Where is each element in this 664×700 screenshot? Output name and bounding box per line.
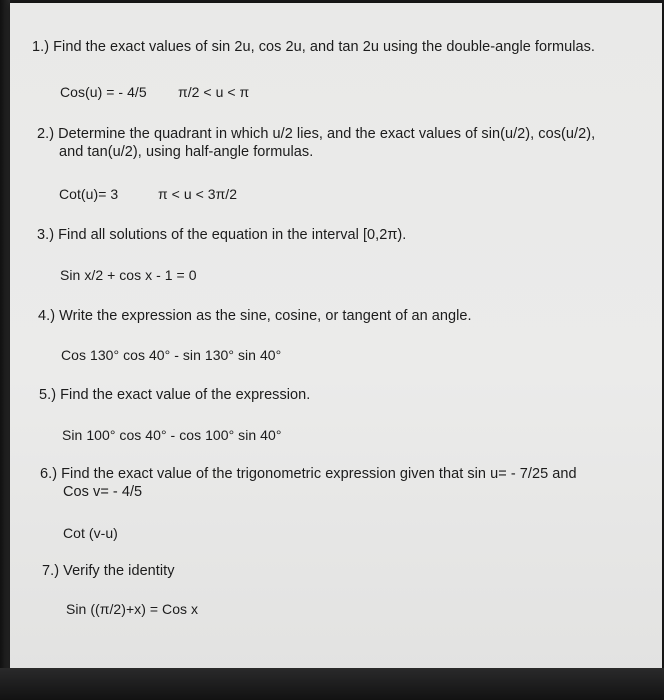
problem-5-given: Sin 100° cos 40° - cos 100° sin 40° (62, 427, 282, 443)
problem-2-given: Cot(u)= 3 (59, 186, 119, 202)
problem-4-question: 4.) Write the expression as the sine, cosine, or tangent of an angle. (38, 308, 472, 324)
problem-3-question: 3.) Find all solutions of the equation in the interval [0,2π). (37, 227, 407, 243)
problem-6-question-line1: 6.) Find the exact value of the trigonometric expression given that sin u= - 7/25 and (40, 466, 577, 482)
problem-7-question: 7.) Verify the identity (42, 563, 175, 579)
problem-3-given: Sin x/2 + cos x - 1 = 0 (60, 267, 197, 283)
problem-2-question-line1: 2.) Determine the quadrant in which u/2 lies, and the exact values of sin(u/2), cos(u/2), (37, 126, 596, 142)
problem-1-condition: π/2 < u < π (178, 84, 250, 100)
problem-2-condition: π < u < 3π/2 (158, 186, 238, 202)
problem-6-question-line2: Cos v= - 4/5 (63, 484, 143, 500)
problem-1-given: Cos(u) = - 4/5 (60, 84, 147, 100)
shadow-left (0, 0, 10, 700)
problem-7-given: Sin ((π/2)+x) = Cos x (66, 601, 199, 617)
problem-1-question: 1.) Find the exact values of sin 2u, cos 2u, and tan 2u using the double-angle formulas. (32, 39, 595, 55)
problem-6-given: Cot (v-u) (63, 525, 118, 541)
shadow-bottom (0, 668, 664, 700)
problem-5-question: 5.) Find the exact value of the expression. (39, 387, 311, 403)
problem-4-given: Cos 130° cos 40° - sin 130° sin 40° (61, 347, 282, 363)
problem-2-question-line2: and tan(u/2), using half-angle formulas. (59, 144, 314, 160)
